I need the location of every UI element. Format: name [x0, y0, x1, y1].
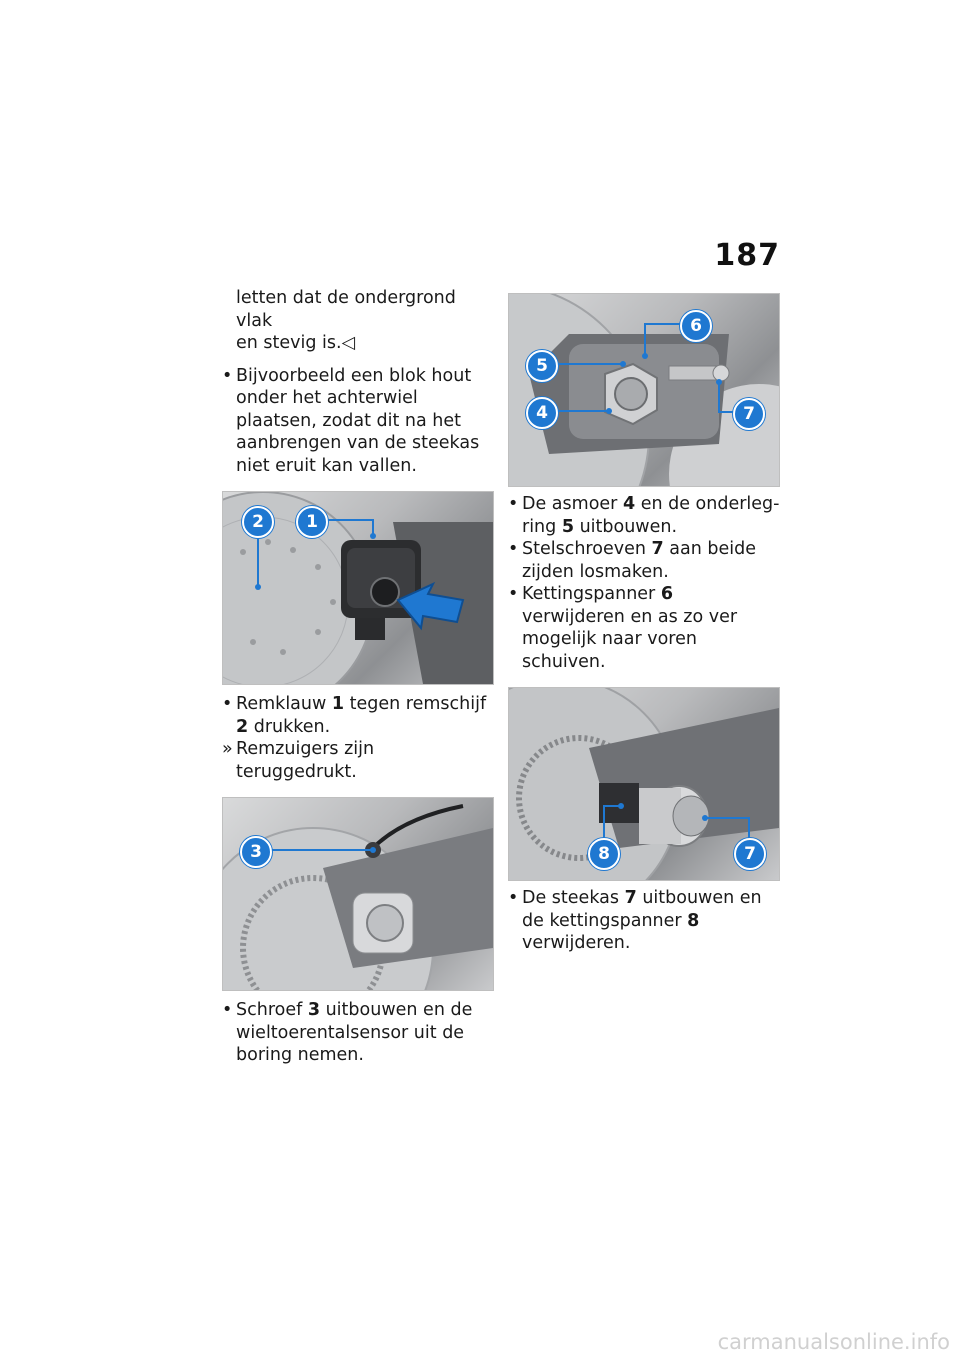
intro-line-1: letten dat de ondergrond vlak [236, 288, 456, 331]
step-5-text-b: aan beide zijden losmaken. [522, 539, 756, 582]
step-6-text-a: Kettingspanner [522, 584, 661, 604]
figure-speed-sensor [222, 797, 494, 991]
bullet-step-1-text: Bijvoorbeeld een blok hout onder het achterwiel plaatsen, zodat dit na het aanbrengen van de steekas niet eruit kan vallen. [236, 365, 480, 476]
bullet-marker: • [508, 539, 519, 559]
callout-4: 4 [526, 397, 558, 429]
bullet-step-1 [222, 365, 494, 478]
axle-nut-photo [509, 294, 779, 486]
step-6-text-b: verwijderen en as zo ver mogelijk naar voren schuiven. [522, 606, 738, 672]
figure-axle-nut [508, 293, 780, 487]
step-4-text-a: De asmoer [522, 494, 623, 514]
callout-7: 7 [733, 398, 765, 430]
figure-brake-caliper [222, 491, 494, 685]
result-text: Remzuigers zijn teruggedrukt. [236, 739, 375, 782]
step-3-text-b: uitbouwen en de wieltoerentalsensor uit de boring nemen. [236, 1000, 473, 1065]
step-3-ref: 3 [307, 1000, 321, 1020]
step-7-text-b: uitbouwen en de kettingspanner [522, 888, 762, 931]
step-4-ref-2: 5 [561, 516, 575, 537]
step-3-text-a: Schroef [236, 1000, 308, 1020]
bullet-marker: • [222, 365, 233, 386]
callout-8: 8 [588, 838, 620, 870]
callout-1: 1 [296, 506, 328, 538]
intro-line-2: en stevig is.◁ [236, 333, 356, 353]
step-2-text-b: tegen remschijf [344, 694, 487, 714]
bullet-marker: • [508, 584, 519, 604]
step-4-ref-1: 4 [622, 494, 636, 514]
bullet-marker: • [222, 694, 233, 714]
step-2-ref-1: 1 [331, 694, 345, 714]
bullet-marker: • [508, 494, 519, 514]
step-2-text-a: Remklauw [236, 694, 332, 714]
step-7-ref-1: 7 [624, 888, 637, 908]
bullet-step-3 [222, 999, 494, 1067]
bullet-step-7 [508, 887, 780, 955]
callout-3: 3 [240, 836, 272, 868]
left-column [222, 287, 494, 1067]
bullet-marker: • [508, 888, 519, 908]
step-7-text-c: verwijderen. [522, 933, 631, 953]
step-4-text-b: en de onderlegring [522, 494, 780, 537]
step-2-ref-2: 2 [236, 716, 249, 737]
step-6-ref: 6 [660, 584, 673, 604]
bullet-marker: • [222, 1000, 233, 1020]
bullet-step-6 [508, 583, 780, 673]
callout-2: 2 [242, 506, 274, 538]
result-marker: » [222, 739, 233, 759]
figure-axle-removal [508, 687, 780, 881]
callout-6: 6 [680, 310, 712, 342]
callout-5: 5 [526, 350, 558, 382]
step-7-ref-2: 8 [687, 910, 700, 931]
watermark: carmanualsonline.info [717, 1330, 950, 1354]
bullet-step-4 [508, 493, 780, 538]
right-column [508, 293, 780, 955]
step-7-text-a: De steekas [522, 888, 625, 908]
speed-sensor-photo [223, 798, 493, 990]
result-line [222, 738, 494, 783]
step-5-text-a: Stelschroeven [522, 539, 652, 559]
step-4-text-c: uitbouwen. [574, 516, 678, 537]
callout-7b: 7 [734, 838, 766, 870]
step-5-ref: 7 [651, 539, 664, 559]
bullet-step-2 [222, 693, 494, 738]
step-2-text-c: drukken. [248, 716, 331, 737]
page-number: 187 [714, 238, 780, 273]
bullet-step-5 [508, 538, 780, 583]
